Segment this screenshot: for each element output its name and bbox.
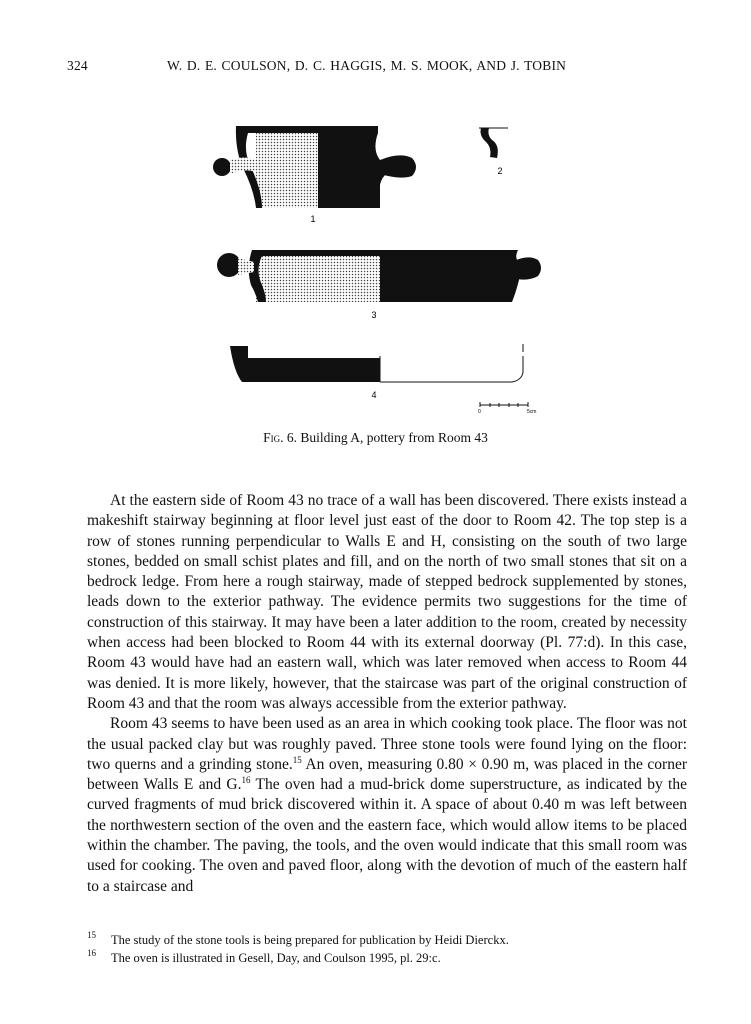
- vessel-3-label: 3: [371, 310, 377, 320]
- figure-caption-text: Building A, pottery from Room 43: [300, 430, 488, 445]
- footnote-15-text: The study of the stone tools is being prepared for publication by Heidi Dierckx.: [111, 933, 509, 947]
- vessel-3-handle-left: [217, 253, 241, 277]
- vessel-2-profile: [481, 128, 498, 158]
- vessel-3-exterior: [380, 250, 519, 302]
- vessel-2-label: 2: [497, 166, 503, 176]
- figure-caption-prefix: Fig. 6.: [263, 430, 297, 445]
- vessel-4-label: 4: [371, 390, 377, 400]
- vessel-1-handle-left: [213, 158, 231, 176]
- vessel-1-drawing: [213, 126, 416, 224]
- paragraph-1: At the eastern side of Room 43 no trace of a wall has been discovered. There exists instead a makeshift stairway beginning at floor level just east of the door to Room 42. The top step is a row of stones running perpendicular to Walls E and H, consisting on the south of two large stones, bedded on small schist plates and fill, and on the north of two small stones that sit on a bedrock ledge. From here a rough stairway, made of stepped bedrock supplemented by stones, leads down to the exterior pathway. The evidence permits two suggestions for the time of construction of this stairway. It may have been a later addition to the room, created by necessity when access had been blocked to Room 44 with its external doorway (Pl. 77:d). In this case, Room 43 would have had an eastern wall, which was later removed when access to Room 44 was denied. It is more likely, however, that the staircase was part of the original construction of Room 43 and that the room was always accessible from the exterior pathway.: [87, 492, 687, 712]
- pottery-figure: [0, 0, 751, 430]
- page-number: 324: [67, 58, 88, 73]
- vessel-1-exterior: [318, 126, 390, 208]
- figure-caption: [0, 430, 751, 446]
- footnote-16-text: The oven is illustrated in Gesell, Day, and Coulson 1995, pl. 29:c.: [111, 951, 441, 965]
- vessel-3-handle-right: [512, 257, 541, 279]
- footnote-15: $^{15}$ The study of the stone tools is being prepared for publication by Heidi Dierckx.: [87, 930, 509, 947]
- vessel-3-interior: [256, 250, 380, 302]
- footnote-ref-15[interactable]: 15: [292, 754, 302, 765]
- running-head-authors: W. D. E. COULSON, D. C. HAGGIS, M. S. MOOK, AND J. TOBIN: [167, 58, 567, 73]
- footnote-16: $^{16}$ The oven is illustrated in Gesell, Day, and Coulson 1995, pl. 29:c.: [87, 948, 441, 965]
- vessel-1-label: 1: [310, 214, 316, 224]
- scale-zero-label: 0: [478, 409, 481, 415]
- footnotes: [87, 931, 687, 967]
- vessel-4-drawing: [230, 344, 523, 400]
- footnote-ref-16[interactable]: 16: [241, 775, 251, 786]
- vessel-1-handle-right: [380, 155, 416, 177]
- paragraph-2-part-c: The oven had a mud-brick dome superstructure, as indicated by the curved fragments of mud brick discovered within it. A space of about 0.40 m was left between the northwestern section of the oven and the eastern face, which would allow items to be placed within the chamber. The paving, the tools, and the oven would indicate that this small room was used for cooking. The oven and paved floor, along with the devotion of much of the eastern half to a staircase and: [87, 776, 687, 895]
- paragraph-2-part-a: Room 43 seems to have been used as an area in which cooking took place. The floor was not the usual packed clay but was roughly paved. Three stone tools were found lying on the floor: two querns and a grinding stone.: [87, 715, 687, 773]
- scale-bar: [478, 402, 536, 415]
- vessel-4-outline: [512, 344, 523, 382]
- paragraph-2: [87, 714, 687, 897]
- body-text: [87, 491, 687, 897]
- vessel-2-drawing: [479, 128, 508, 176]
- paragraph-2-part-b: An oven, measuring 0.80 × 0.90 m, was placed in the corner between Walls E and G.: [87, 755, 687, 794]
- vessel-3-drawing: [217, 250, 541, 320]
- scale-end-label: 5cm: [527, 409, 537, 415]
- vessel-1-interior: [256, 126, 318, 208]
- vessel-4-section: [230, 346, 380, 382]
